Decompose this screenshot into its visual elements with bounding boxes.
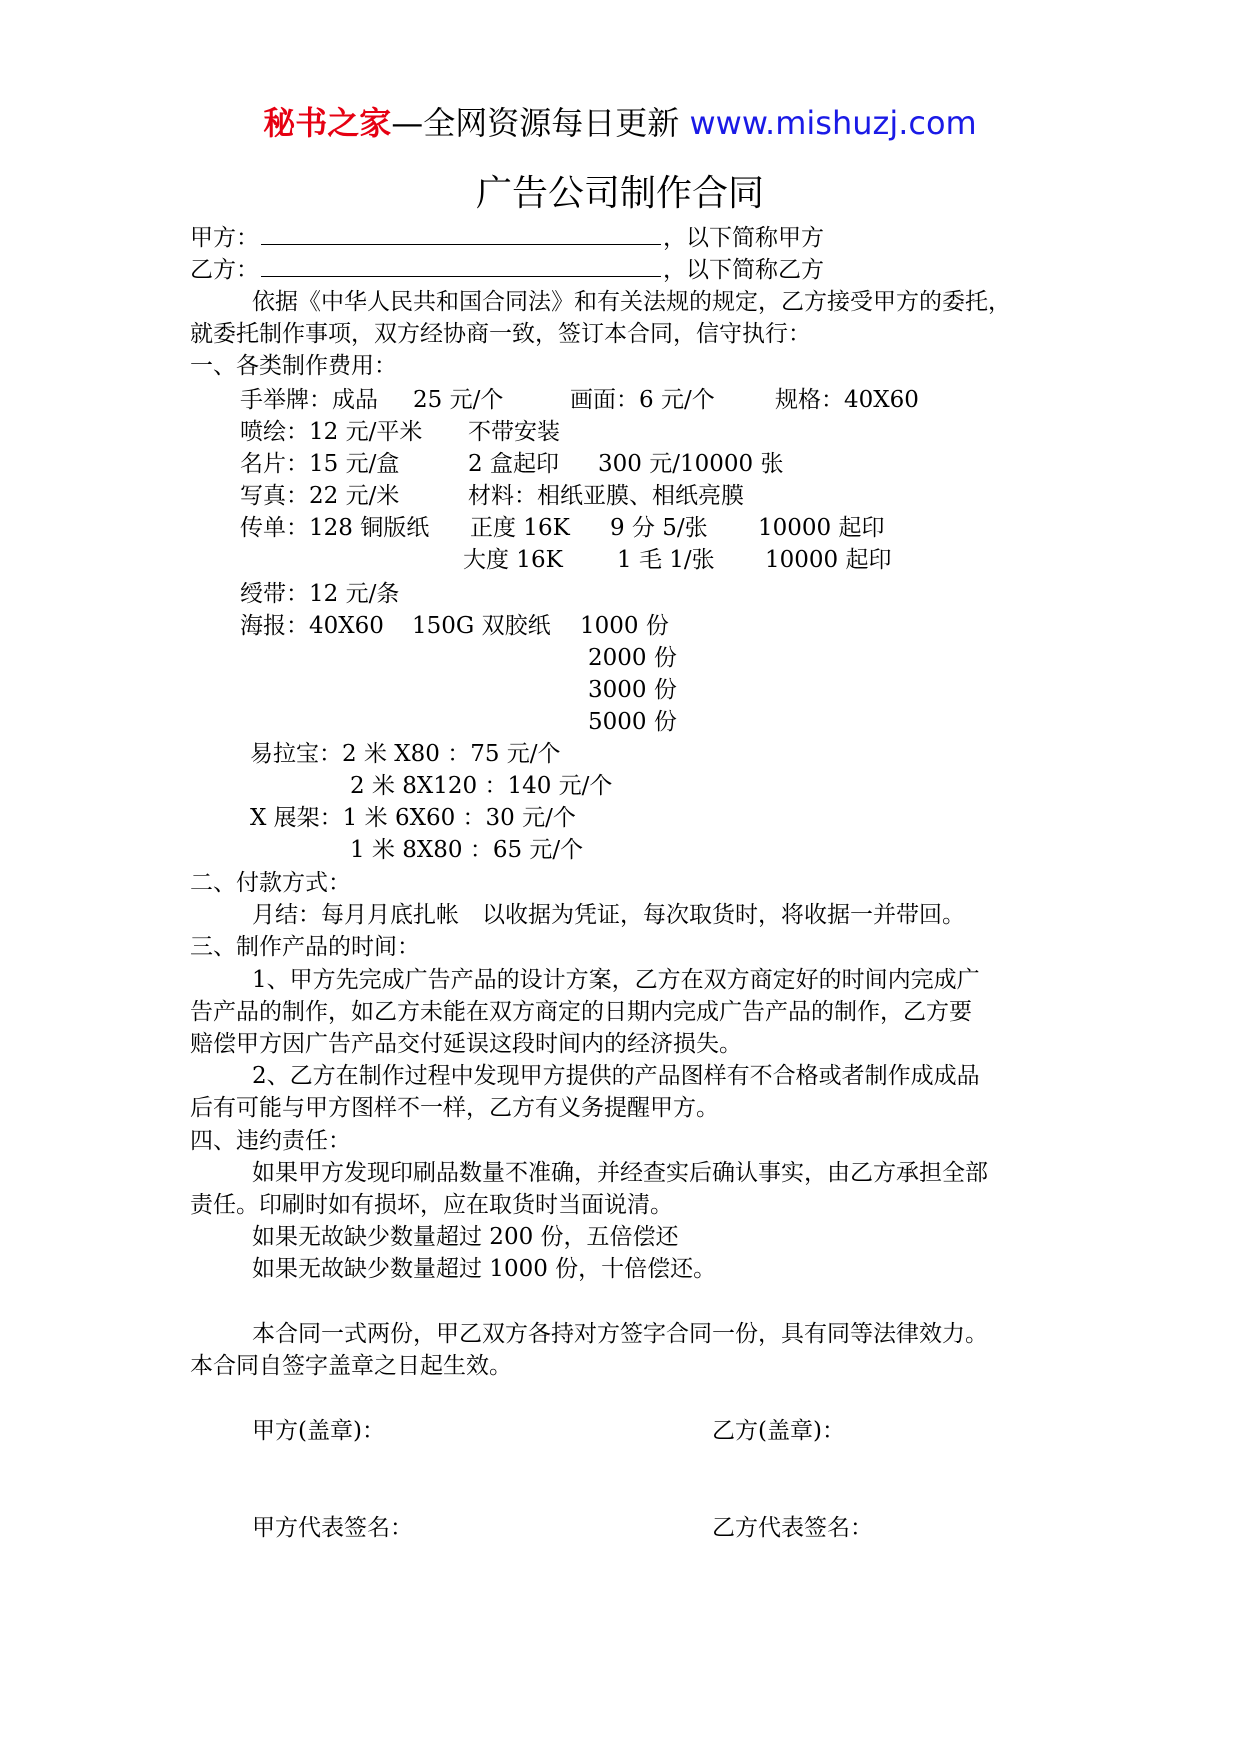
- section-4-heading: 四、违约责任：: [190, 1128, 351, 1154]
- item-handsign-c: 画面：6 元/个: [570, 387, 715, 413]
- item-photo-b: 材料：相纸亚膜、相纸亮膜: [468, 483, 744, 509]
- section-3-p1-l3: 赔偿甲方因广告产品交付延误这段时间内的经济损失。: [190, 1031, 742, 1057]
- item-handsign-a: 手举牌：成品: [240, 387, 378, 413]
- closing-line-2: 本合同自签字盖章之日起生效。: [190, 1353, 512, 1379]
- item-rollup-2: 2 米 8X120 ：140 元/个: [350, 773, 613, 799]
- party-b-line: [190, 256, 824, 284]
- party-a-label: 甲方：: [190, 225, 259, 251]
- item-handsign-b: 25 元/个: [413, 387, 504, 413]
- section-4-p1-l2: 责任。印刷时如有损坏，应在取货时当面说清。: [190, 1192, 673, 1218]
- item-flyer-c: 9 分 5/张: [610, 515, 708, 541]
- party-a-seal-label: 甲方(盖章)：: [252, 1418, 385, 1444]
- section-3-p1-l2: 告产品的制作，如乙方未能在双方商定的日期内完成广告产品的制作，乙方要: [190, 999, 972, 1025]
- item-xstand-2: 1 米 8X80 ：65 元/个: [350, 837, 584, 863]
- party-b-suffix: ，以下简称乙方: [663, 257, 824, 283]
- party-b-seal-label: 乙方(盖章)：: [712, 1418, 845, 1444]
- party-a-rep-label: 甲方代表签名：: [252, 1515, 413, 1541]
- party-a-line: [190, 224, 824, 252]
- item-flyer-b: 正度 16K: [470, 515, 570, 541]
- item-card-a: 名片：15 元/盒: [240, 451, 400, 477]
- brand-name: 秘书之家: [263, 104, 392, 142]
- site-banner: [0, 98, 1240, 144]
- item-flyer2-c: 10000 起印: [765, 547, 892, 573]
- section-3-heading: 三、制作产品的时间：: [190, 934, 420, 960]
- item-poster-qty-5000: 5000 份: [588, 709, 677, 735]
- party-b-label: 乙方：: [190, 257, 259, 283]
- item-flyer2-a: 大度 16K: [463, 547, 563, 573]
- item-poster-qty-3000: 3000 份: [588, 677, 677, 703]
- item-flyer2-b: 1 毛 1/张: [617, 547, 715, 573]
- closing-line-1: 本合同一式两份，甲乙双方各持对方签字合同一份，具有同等法律效力。: [252, 1321, 988, 1347]
- item-flyer-d: 10000 起印: [758, 515, 885, 541]
- party-a-suffix: ，以下简称甲方: [663, 225, 824, 251]
- item-poster-b: 150G 双胶纸: [412, 613, 551, 639]
- item-rollup-1: 易拉宝：2 米 X80 ：75 元/个: [250, 741, 561, 767]
- section-3-p2-l2: 后有可能与甲方图样不一样，乙方有义务提醒甲方。: [190, 1095, 719, 1121]
- section-4-p1-l1: 如果甲方发现印刷品数量不准确，并经查实后确认事实，由乙方承担全部: [252, 1160, 988, 1186]
- item-poster-a: 海报：40X60: [240, 613, 384, 639]
- payment-line: 月结：每月月底扎帐 以收据为凭证，每次取货时，将收据一并带回。: [252, 902, 965, 928]
- section-3-p2-l1: 2、乙方在制作过程中发现甲方提供的产品图样有不合格或者制作成成品: [252, 1063, 980, 1089]
- banner-tagline: —全网资源每日更新: [391, 104, 680, 142]
- section-4-l2: 如果无故缺少数量超过 200 份，五倍偿还: [252, 1224, 679, 1250]
- item-inkjet-b: 不带安装: [468, 419, 560, 445]
- party-b-rep-label: 乙方代表签名：: [712, 1515, 873, 1541]
- item-photo-a: 写真：22 元/米: [240, 483, 400, 509]
- party-a-blank: [261, 224, 661, 245]
- item-inkjet-a: 喷绘：12 元/平米: [240, 419, 423, 445]
- item-card-b: 2 盒起印: [468, 451, 559, 477]
- section-1-heading: 一、各类制作费用：: [190, 353, 397, 379]
- item-poster-c: 1000 份: [580, 613, 669, 639]
- section-3-p1-l1: 1、甲方先完成广告产品的设计方案，乙方在双方商定好的时间内完成广: [252, 967, 980, 993]
- section-4-l3: 如果无故缺少数量超过 1000 份，十倍偿还。: [252, 1256, 717, 1282]
- item-poster-qty-2000: 2000 份: [588, 645, 677, 671]
- section-2-heading: 二、付款方式：: [190, 870, 351, 896]
- intro-line-2: 就委托制作事项，双方经协商一致，签订本合同，信守执行：: [190, 321, 811, 347]
- item-sash: 绶带：12 元/条: [240, 581, 400, 607]
- item-xstand-1: X 展架：1 米 6X60 ：30 元/个: [250, 805, 576, 831]
- item-handsign-d: 规格：40X60: [775, 387, 919, 413]
- party-b-blank: [261, 256, 661, 277]
- intro-line-1: 依据《中华人民共和国合同法》和有关法规的规定，乙方接受甲方的委托，: [252, 289, 1011, 315]
- item-card-c: 300 元/10000 张: [598, 451, 784, 477]
- page-title: 广告公司制作合同: [475, 173, 764, 214]
- item-flyer-a: 传单：128 铜版纸: [240, 515, 430, 541]
- site-url[interactable]: www.mishuzj.com: [689, 104, 977, 142]
